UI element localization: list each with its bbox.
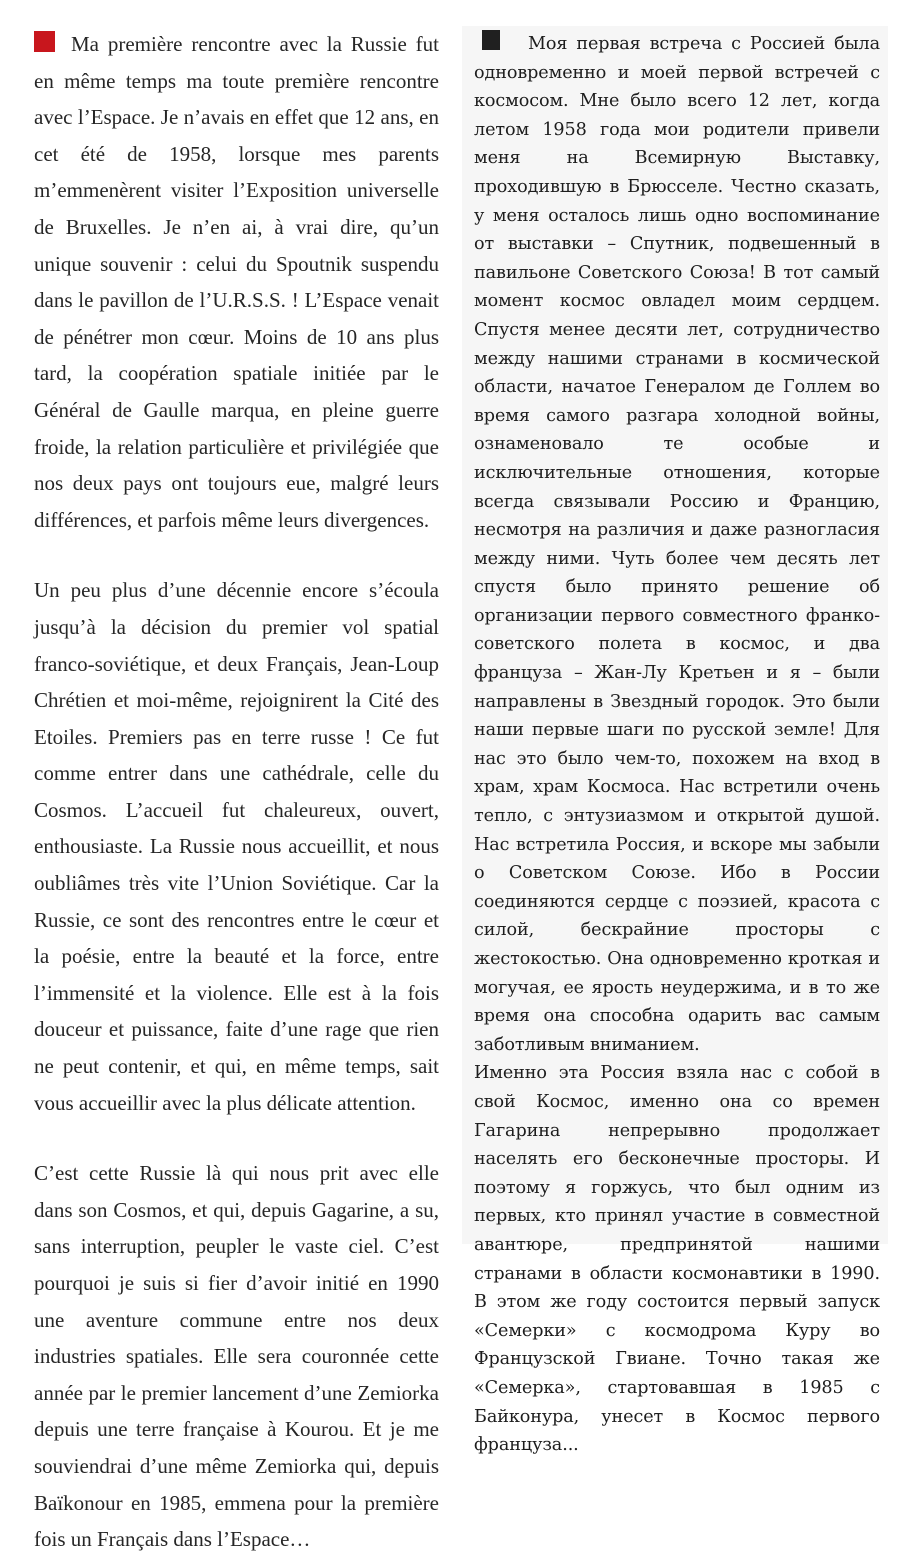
french-paragraph-3: C’est cette Russie là qui nous prit avec elle dans son Cosmos, et qui, depuis Gagarine, a su, sans interruption, peupler le vaste ciel. C’est pourquoi je suis si fier d’avoir initié en 1990 une aventure commune entre nos deux industries spatiales. Elle sera couronnée cette année par le premier lancement d’une Zemiorka depuis une terre française à Kourou. Et je me souviendrai d’une même Zemiorka qui, depuis Baïkonour en 1985, emmena pour la première fois un Français dans l’Espace… — [34, 1161, 439, 1552]
dark-square-marker-icon — [482, 30, 500, 50]
russian-paragraph-1: Моя первая встреча с Россией была одновременно и моей первой встречей с космосом. Мне было всего 12 лет, когда летом 1958 года мои родители привели меня на Всемирную Выставку, проходившую в Брюсселе. Честно сказать, у меня осталось лишь одно воспоминание от выставки – Спутник, подвешенный в павильоне Советского Союза! В тот самый момент космос овладел моим сердцем. Спустя менее десяти лет, сотрудничество между нашими странами в космической области, начатое Генералом де Голлем во время самого разгара холодной войны, ознаменовало те особые и исключительные отношения, которые всегда связывали Россию и Францию, несмотря на различия и даже разногласия между ними. Чуть более чем десять лет спустя было принято решение об организации первого совместного франко-советского полета в космос, и два француза – Жан-Лу Кретьен и я – были направлены в Звездный городок. Это были наши первые шаги по русской земле! Для нас это было чем-то, похожем на вход в храм, храм Космоса. Нас встретили очень тепло, с энтузиазмом и открытой душой. Нас встретила Россия, и вскоре мы забыли о Советском Союзе. Ибо в России соединяются сердце с поэзией, красота с силой, бескрайние просторы с жестокостью. Она одновременно кроткая и могучая, ее ярость неудержима, и в то же время она способна одарить вас самым заботливым вниманием. — [474, 30, 880, 1059]
french-paragraph-1: Ma première rencontre avec la Russie fut en même temps ma toute première rencontre avec l’Espace. Je n’avais en effet que 12 ans, en cet été de 1958, lorsque mes parents m’emmenèrent visiter l’Exposition universelle de Bruxelles. Je n’en ai, à vrai dire, qu’un unique souvenir : celui du Spoutnik suspendu dans le pavillon de l’U.R.S.S. ! L’Espace venait de pénétrer mon cœur. Moins de 10 ans plus tard, la coopération spatiale initiée par le Général de Gaulle marqua, en pleine guerre froide, la relation particulière et privilégiée que nos deux pays ont toujours eue, malgré leurs différences, et parfois même leurs divergences. — [34, 32, 439, 532]
russian-column — [462, 26, 888, 1456]
french-column — [34, 26, 439, 1558]
french-paragraph-2: Un peu plus d’une décennie encore s’écoula jusqu’à la décision du premier vol spatial franco-soviétique, et deux Français, Jean-Loup Chrétien et moi-même, rejoignirent la Cité des Etoiles. Premiers pas en terre russe ! Ce fut comme entrer dans une cathédrale, celle du Cosmos. L’accueil fut chaleureux, ouvert, enthousiaste. La Russie nous accueillit, et nous oubliâmes très vite l’Union Soviétique. Car la Russie, ce sont des rencontres entre le cœur et la poésie, entre la beauté et la force, entre l’immensité et la violence. Elle est à la fois douceur et puissance, faite d’une rage que rien ne peut contenir, et qui, en même temps, sait vous accueillir avec la plus délicate attention. — [34, 578, 439, 1115]
russian-paragraph-2: Именно эта Россия взяла нас с собой в свой Космос, именно она со времен Гагарина непрерывно продолжает населять его бесконечные просторы. И поэтому я горжусь, что был одним из первых, кто принял участие в совместной авантюре, предпринятой нашими странами в области космонавтики в 1990. В этом же году состоится первый запуск «Семерки» с космодрома Куру во Французской Гвиане. Точно такая же «Семерка», стартовавшая в 1985 с Байконура, унесет в Космос первого француза... — [474, 1063, 880, 1456]
red-square-marker-icon — [34, 31, 55, 52]
